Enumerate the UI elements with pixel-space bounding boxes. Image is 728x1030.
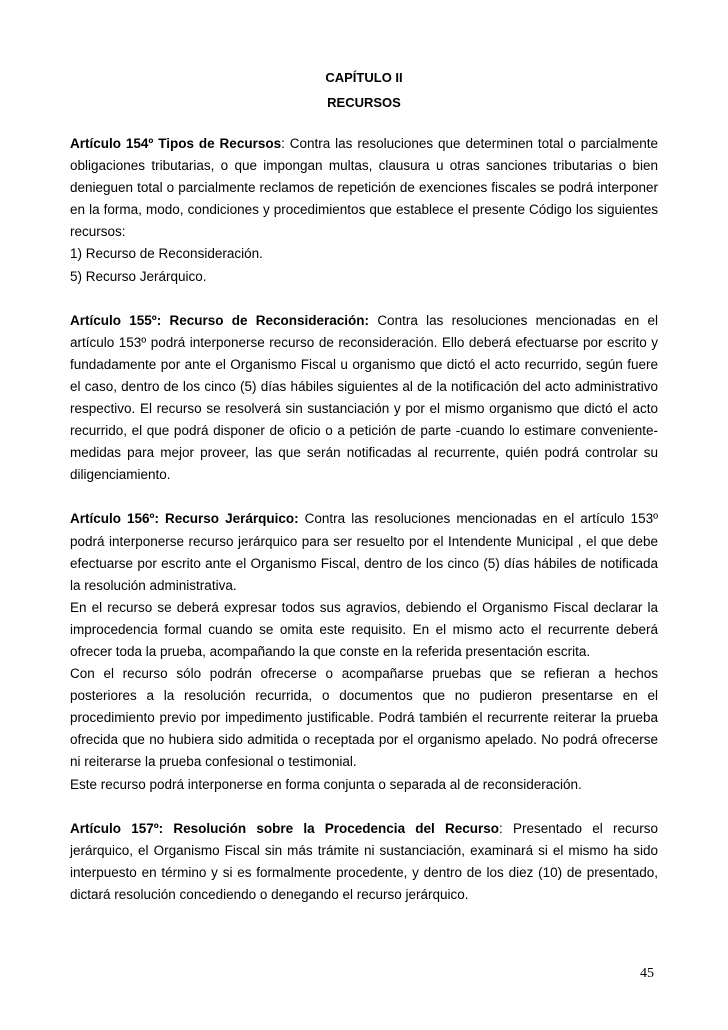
article-157 xyxy=(70,818,658,906)
article-154-label: Artículo 154º Tipos de Recursos xyxy=(70,136,282,151)
document-body xyxy=(70,133,658,906)
article-155-text: Contra las resoluciones mencionadas en el artículo 153º podrá interponerse recurso de reconsideración. Ello deberá efectuarse por escrito y fundadamente por ante el Organismo Fiscal u organismo que dictó el acto recurrido, según fuere el caso, dentro de los cinco (5) días hábiles siguientes al de la notificación del acto administrativo respectivo. El recurso se resolverá sin sustanciación y por el mismo organismo que dictó el acto recurrido, el que podrá disponer de oficio o a petición de parte -cuando lo estimare conveniente- medidas para mejor proveer, las que serán notificadas al recurrente, quién podrá controlar su diligenciamiento. xyxy=(70,312,658,483)
article-156-paragraph-3: Con el recurso sólo podrán ofrecerse o acompañarse pruebas que se refieran a hechos posteriores a la resolución recurrida, o documentos que no pudieron presentarse en el procedimiento previo por impedimento justificable. Podrá también el recurrente reiterar la prueba ofrecida que no hubiera sido admitida o receptada por el organismo apelado. No podrá ofrecerse ni reiterarse la prueba confesional o testimonial. xyxy=(70,666,658,770)
article-157-separator: : xyxy=(499,820,513,836)
article-156-paragraph-2: En el recurso se deberá expresar todos sus agravios, debiendo el Organismo Fiscal declarar la improcedencia formal cuando se omita este requisito. En el mismo acto el recurrente deberá ofrecer toda la prueba, acompañando la que conste en la referida presentación escrita. xyxy=(70,599,658,659)
article-154-text: Contra las resoluciones que determinen total o parcialmente obligaciones tributarias, o que impongan multas, clausura u otras sanciones tributarias o bien denieguen total o parcialmente reclamos de repetición de exenciones fiscales se podrá interponer en la forma, modo, condiciones y procedimientos que establece el presente Código los siguientes recursos: xyxy=(70,136,658,240)
article-155-label: Artículo 155º: Recurso de Reconsideración: xyxy=(70,312,370,328)
article-154-item-1: 1) Recurso de Reconsideración. xyxy=(70,246,263,262)
chapter-number: CAPÍTULO II xyxy=(325,70,403,85)
article-154 xyxy=(70,133,658,243)
page-number: 45 xyxy=(640,966,654,981)
article-156 xyxy=(70,508,658,596)
article-156-text: Contra las resoluciones mencionadas en el artículo 153º podrá interponerse recurso jerárquico para ser resuelto por el Intendente Municipal , el que debe efectuarse por escrito ante el Organismo Fiscal, dentro de los cinco (5) días hábiles de notificada la resolución administrativa. xyxy=(70,511,659,593)
article-154-separator: : xyxy=(281,136,290,151)
article-157-label: Artículo 157º: Resolución sobre la Procedencia del Recurso xyxy=(70,820,500,836)
chapter-title: RECURSOS xyxy=(327,95,401,110)
article-156-label: Artículo 156º: Recurso Jerárquico: xyxy=(70,511,299,527)
article-157-text: Presentado el recurso jerárquico, el Organismo Fiscal sin más trámite ni sustanciación, examinará si el mismo ha sido interpuesto en término y si es formalmente procedente, y dentro de los diez (10) de presentado, dictará resolución concediendo o denegando el recurso jerárquico. xyxy=(70,820,658,902)
article-156-paragraph-4: Este recurso podrá interponerse en forma conjunta o separada al de reconsideración. xyxy=(70,776,582,792)
article-155 xyxy=(70,310,658,487)
article-154-item-2: 5) Recurso Jerárquico. xyxy=(70,268,207,284)
